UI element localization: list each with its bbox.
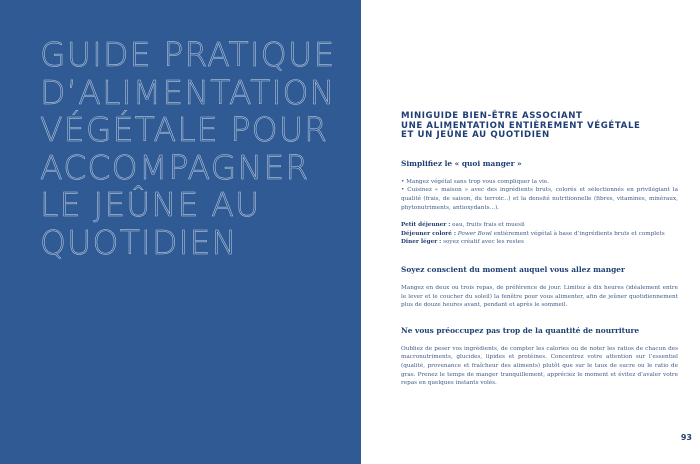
guide-title-line: GUIDE PRATIQUE (40, 35, 336, 74)
guide-title-line: LE JEÛNE AU (40, 185, 261, 224)
meal-lunch: Déjeuner coloré : Power Bowl entièrement végétal à base d’ingrédients bruts et complets (401, 230, 665, 237)
section-heading: Simplifiez le « quoi manger » (401, 158, 522, 168)
section-simplify (401, 159, 678, 247)
section-paragraph: Oubliez de peser vos ingrédients, de compter les calories ou de noter les ratios de chacun des macronutriments, glucides, lipides et protéines. Concentrez votre attention sur l’essentiel (qualité, provenance et fraîcheur des aliments) plutôt que sur le taux de sucre ou le ratio de gras. Prenez le temps de manger tranquillement, appréciez le moment et évitez d’avaler votre repas en quelques instants volés. (401, 345, 678, 387)
bullet-item: • Cuisinez « maison » avec des ingrédients bruts, colorés et sélectionnés en privilégiant la qualité (frais, de saison, du terroir...) et la densité nutritionnelle (fibres, vitamines, minéraux, phytonutriments, antioxydants...). (401, 187, 678, 211)
meal-list (401, 221, 678, 247)
page-number: 93 (680, 433, 692, 442)
section-timing (401, 265, 678, 310)
miniguide-title-line: UNE ALIMENTATION ENTIÈREMENT VÉGÉTALE (401, 120, 641, 131)
section-quantity (401, 326, 678, 388)
section-heading: Ne vous préoccupez pas trop de la quantité de nourriture (401, 325, 640, 335)
guide-title-line: D’ALIMENTATION (40, 72, 336, 112)
guide-title-line: QUOTIDIEN (40, 222, 238, 262)
miniguide-title-line: ET UN JEÛNE AU QUOTIDIEN (401, 130, 550, 141)
guide-title-line: VÉGÉTALE POUR (40, 110, 329, 149)
guide-title-line: ACCOMPAGNER (40, 147, 310, 187)
meal-dinner: Dîner léger : soyez créatif avec les restes (401, 239, 524, 246)
section-heading: Soyez conscient du moment auquel vous allez manger (401, 264, 625, 274)
section-paragraph: Mangez en deux ou trois repas, de préférence de jour. Limitez à dix heures (idéalement entre le lever et le coucher du soleil) la fenêtre pour vous alimenter, afin de jeûner quotidiennement plus de douze heures avant, pendant et après le sommeil. (401, 284, 678, 309)
miniguide-title (401, 112, 678, 141)
miniguide-title-line: MINIGUIDE BIEN-ÊTRE ASSOCIANT (401, 111, 583, 121)
meal-breakfast: Petit déjeuner : eau, fruits frais et muesli (401, 222, 525, 229)
bullet-item: • Mangez végétal sans trop vous compliquer la vie. (401, 178, 550, 185)
right-page-content (401, 112, 678, 388)
guide-title (40, 36, 350, 261)
